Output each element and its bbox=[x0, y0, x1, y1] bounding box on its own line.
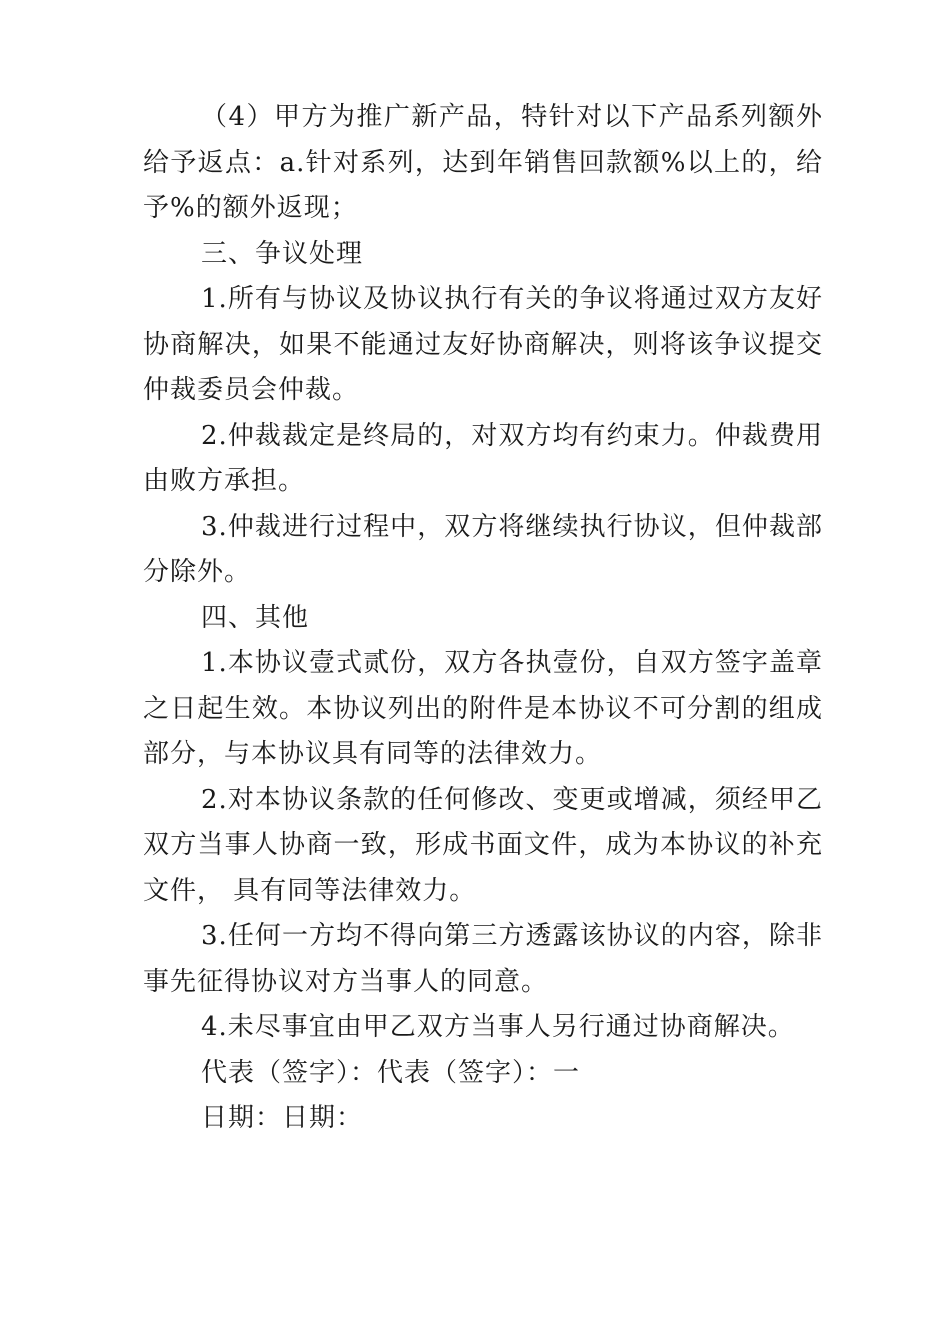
date-line: 日期：日期： bbox=[201, 1103, 364, 1133]
paragraph-other-3: 3.任何一方均不得向第三方透露该协议的内容，除非事先征得协议对方当事人的同意。 bbox=[143, 921, 823, 997]
section-heading-dispute: 三、争议处理 bbox=[201, 238, 364, 269]
paragraph-other-4: 4.未尽事宜由甲乙双方当事人另行通过协商解决。 bbox=[201, 1012, 795, 1042]
signature-line: 代表（签字）：代表（签字）：一 bbox=[201, 1057, 581, 1088]
paragraph-dispute-2: 2.仲裁裁定是终局的，对双方均有约束力。仲裁费用由败方承担。 bbox=[143, 420, 823, 496]
paragraph-other-2: 2.对本协议条款的任何修改、变更或增减，须经甲乙双方当事人协商一致，形成书面文件，成为本协议的补充文件， 具有同等法律效力。 bbox=[143, 784, 823, 906]
paragraph-rebate-clause: （4）甲方为推广新产品，特针对以下产品系列额外给予返点：a.针对系列，达到年销售回款额%以上的，给予%的额外返现； bbox=[143, 102, 823, 223]
paragraph-other-1: 1.本协议壹式贰份，双方各执壹份，自双方签字盖章之日起生效。本协议列出的附件是本协议不可分割的组成部分，与本协议具有同等的法律效力。 bbox=[143, 648, 823, 769]
section-heading-other: 四、其他 bbox=[201, 602, 310, 633]
paragraph-dispute-1: 1.所有与协议及协议执行有关的争议将通过双方友好协商解决，如果不能通过友好协商解决，则将该争议提交仲裁委员会仲裁。 bbox=[143, 284, 823, 405]
document-body bbox=[143, 95, 823, 1142]
paragraph-dispute-3: 3.仲裁进行过程中，双方将继续执行协议，但仲裁部分除外。 bbox=[143, 511, 823, 587]
